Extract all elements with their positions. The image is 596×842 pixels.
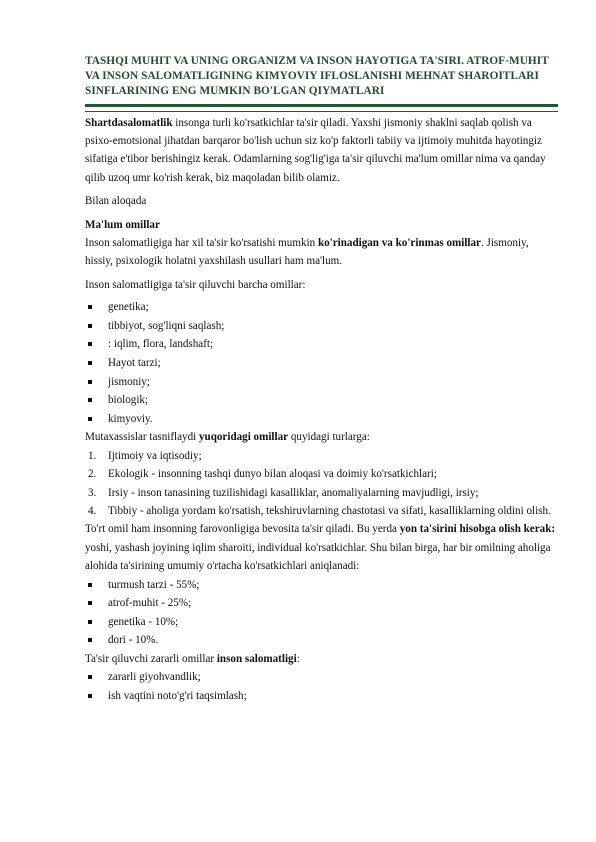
numbered-item — [85, 465, 558, 483]
item-text: Ijtimoiy va iqtisodiy; — [108, 449, 202, 462]
factor-shares-list — [85, 576, 558, 650]
list-item-text: biologik; — [108, 394, 149, 407]
list-item-text: Hayot tarzi; — [108, 357, 161, 370]
square-bullet-icon — [88, 398, 92, 402]
square-bullet-icon — [88, 675, 92, 679]
all-factors-list — [85, 298, 558, 428]
list-item — [85, 298, 558, 317]
list-item-text: dori - 10%. — [108, 634, 159, 647]
square-bullet-icon — [88, 583, 92, 587]
item-number: 4. — [88, 505, 97, 518]
item-number: 3. — [88, 486, 97, 499]
square-bullet-icon — [88, 305, 92, 309]
list-item — [85, 594, 558, 613]
square-bullet-icon — [88, 342, 92, 346]
list-item-text: turmush tarzi - 55%; — [108, 578, 200, 591]
list-item-text: kimyoviy. — [108, 412, 153, 425]
square-bullet-icon — [88, 417, 92, 421]
list-item — [85, 631, 558, 650]
numbered-item — [85, 484, 558, 502]
item-text: Ekologik - insonning tashqi dunyo bilan aloqasi va doimiy ko'rsatkichlari; — [108, 468, 437, 481]
square-bullet-icon — [88, 324, 92, 328]
page-title: TASHQI MUHIT VA UNING ORGANIZM VA INSON HAYOTIGA TA'SIRI. ATROF-MUHIT VA INSON SALOMATLIGINING KIMYOVIY IFLOSLANISHI MEHNAT SHAROITLARI SINFLARINING ENG MUMKIN BO'LGAN QIYMATLARI — [85, 55, 549, 98]
square-bullet-icon — [88, 638, 92, 642]
list-item — [85, 613, 558, 632]
factor-types-list — [85, 447, 558, 521]
harmful-factors-list — [85, 668, 558, 705]
item-number: 2. — [88, 468, 97, 481]
related-link[interactable]: Bilan aloqada — [85, 195, 147, 208]
list-item — [85, 335, 558, 354]
item-text: Irsiy - inson tanasining tuzilishidagi kasalliklar, anomaliyalarning mavjudligi, irsiy; — [108, 486, 479, 499]
known-factors-heading: Ma'lum omillar — [85, 218, 160, 231]
list-item-text: atrof-muhit - 25%; — [108, 597, 192, 610]
four-factors-paragraph: To'rt omil ham insonning farovonligiga bevosita ta'sir qiladi. Bu yerda yon ta'sirini hisobga olish kerak: yoshi, yashash joyining iqlim sharoiti, individual ko'rsatkichlar. Shu bilan birga, har bir omilning aholiga alohida ta'sirining umumiy o'rtacha ko'rsatkichlari aniqlanadi: — [85, 523, 556, 573]
list-item-text: ish vaqtini noto'g'ri taqsimlash; — [108, 690, 247, 703]
list-item — [85, 410, 558, 429]
list-item — [85, 687, 558, 706]
square-bullet-icon — [88, 694, 92, 698]
list-item — [85, 373, 558, 392]
list-item-text: tibbiyot, sog'liqni saqlash; — [108, 319, 225, 332]
list-item-text: genetika; — [108, 301, 149, 314]
square-bullet-icon — [88, 620, 92, 624]
all-factors-intro: Inson salomatligiga ta'sir qiluvchi barcha omillar: — [85, 278, 306, 291]
list-item-text: genetika - 10%; — [108, 615, 179, 628]
list-item — [85, 317, 558, 336]
item-number: 1. — [88, 449, 97, 462]
numbered-item — [85, 447, 558, 465]
list-item-text: jismoniy; — [108, 375, 150, 388]
list-item-text: : iqlim, flora, landshaft; — [108, 338, 214, 351]
experts-paragraph: Mutaxassislar tasniflaydi yuqoridagi omillar quyidagi turlarga: — [85, 431, 370, 444]
intro-bold-term: Shartdasalomatlik — [85, 116, 173, 129]
list-item — [85, 391, 558, 410]
list-item — [85, 576, 558, 595]
document-page — [85, 54, 558, 706]
square-bullet-icon — [88, 361, 92, 365]
list-item — [85, 354, 558, 373]
intro-paragraph — [85, 114, 558, 188]
intro-text: insonga turli ko'rsatkichlar ta'sir qiladi. Yaxshi jismoniy shaklni saqlab qolish va psixo-emotsional jihatdan barqaror bo'lish uchun siz ko'p faktorli tabiiy va ijtimoiy muhitda hayotingiz sifatiga e'tibor berishingiz kerak. Odamlarning sog'lig'iga ta'sir qiluvchi ma'lum omillar nima va qanday qilib uzoq umr ko'rish kerak, biz maqoladan bilib olamiz. — [85, 116, 546, 184]
list-item — [85, 668, 558, 687]
harmful-factors-paragraph: Ta'sir qiluvchi zararli omillar inson salomatligi: — [85, 653, 300, 666]
list-item-text: zararli giyohvandlik; — [108, 671, 201, 684]
known-factors-paragraph: Inson salomatligiga har xil ta'sir ko'rsatishi mumkin ko'rinadigan va ko'rinmas omillar. Jismoniy, hissiy, psixologik holatni yaxshilash usullari ham ma'lum. — [85, 237, 529, 268]
item-text: Tibbiy - aholiga yordam ko'rsatish, tekshiruvlarning chastotasi va sifati, kasalliklarning oldini olish. — [108, 505, 551, 518]
numbered-item — [85, 502, 558, 520]
square-bullet-icon — [88, 601, 92, 605]
title-divider — [85, 104, 558, 112]
square-bullet-icon — [88, 380, 92, 384]
